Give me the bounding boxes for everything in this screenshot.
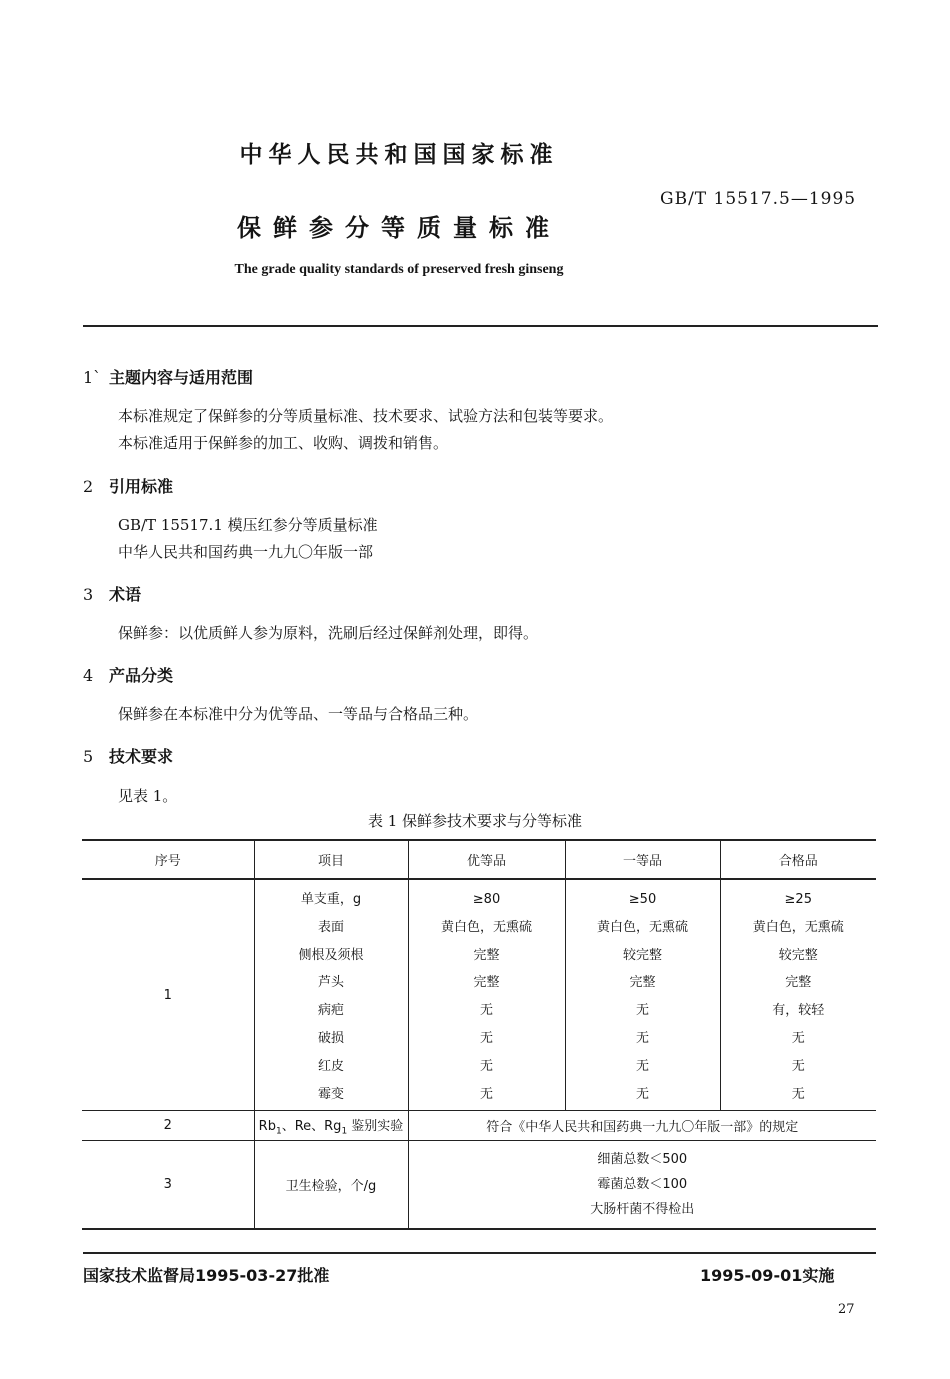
item-cell: 侧根及须根	[298, 947, 364, 963]
item-cell: 破损	[317, 1030, 344, 1046]
section-5-para-1: 见表 1。	[118, 787, 178, 805]
merged-value-cell: 符合《中华人民共和国药典一九九〇年版一部》的规定	[408, 1111, 876, 1141]
section-number: 2	[83, 477, 94, 496]
item-cell: 表面	[317, 919, 344, 935]
header-cell-first-grade: 一等品	[565, 840, 720, 879]
item-cell: 卫生检验，个/g	[254, 1141, 408, 1230]
value-cell: ≥50	[628, 892, 657, 907]
section-2-heading	[83, 474, 173, 497]
section-title: 技术要求	[109, 747, 174, 766]
page-number: 27	[838, 1302, 855, 1317]
grade-standard-table	[82, 839, 876, 1230]
document-title: 保鲜参分等质量标准	[237, 213, 561, 242]
value-cell: 较完整	[778, 947, 818, 963]
header-cell-item: 项目	[254, 840, 408, 879]
standard-code: GB/T 15517.5—1995	[660, 189, 857, 209]
section-title: 产品分类	[109, 666, 174, 685]
item-cell: 芦头	[317, 975, 344, 991]
footer-divider	[83, 1252, 876, 1254]
item-cell: 单支重，g	[300, 892, 362, 907]
value-cell: 无	[479, 1003, 493, 1019]
item-cell: 红皮	[317, 1058, 344, 1074]
value-cell: 无	[479, 1058, 493, 1074]
header-cell-premium: 优等品	[408, 840, 565, 879]
value-cell: 完整	[473, 947, 500, 963]
value-cell: 完整	[629, 975, 656, 991]
header-cell-qualified: 合格品	[720, 840, 876, 879]
value-cell: 完整	[473, 975, 500, 991]
value-cell: 黄白色，无熏硫	[440, 919, 532, 935]
value-cell: 无	[479, 1086, 493, 1102]
value-cell: 有，较轻	[772, 1003, 825, 1019]
item-cell: 病疤	[317, 1003, 344, 1019]
section-5-heading	[83, 744, 173, 767]
item-cell: 霉变	[317, 1086, 344, 1102]
table-header-row	[82, 840, 876, 879]
value-cell: 黄白色，无熏硫	[752, 919, 844, 935]
table-caption: 表 1 保鲜参技术要求与分等标准	[367, 812, 583, 830]
implementation-date: 1995-09-01实施	[700, 1266, 835, 1285]
table-row	[82, 1111, 876, 1141]
item-list	[254, 879, 408, 1111]
header-cell-number: 序号	[82, 840, 254, 879]
section-1-para-2: 本标准适用于保鲜参的加工、收购、调拨和销售。	[118, 434, 449, 452]
section-4-heading	[83, 663, 173, 686]
value-line: 细菌总数＜500	[597, 1152, 688, 1168]
value-cell: 无	[635, 1030, 649, 1046]
value-cell: 完整	[785, 975, 812, 991]
national-standard-heading: 中华人民共和国国家标准	[239, 141, 559, 168]
section-title: 主题内容与适用范围	[109, 368, 254, 387]
section-1-para-1: 本标准规定了保鲜参的分等质量标准、技术要求、试验方法和包装等要求。	[118, 407, 614, 425]
value-cell: 无	[791, 1086, 805, 1102]
section-number: 1`	[83, 368, 102, 387]
value-line: 大肠杆菌不得检出	[590, 1202, 695, 1218]
section-number: 5	[83, 747, 94, 766]
section-title: 术语	[109, 585, 142, 604]
qualified-values	[720, 879, 876, 1111]
value-line: 霉菌总数＜100	[597, 1177, 688, 1193]
row-number: 1	[82, 879, 254, 1111]
section-2-para-2: 中华人民共和国药典一九九〇年版一部	[118, 543, 374, 561]
section-4-para-1: 保鲜参在本标准中分为优等品、一等品与合格品三种。	[118, 705, 479, 723]
value-cell: 无	[791, 1030, 805, 1046]
table-row	[82, 879, 876, 1111]
first-grade-values	[565, 879, 720, 1111]
value-cell: 无	[479, 1030, 493, 1046]
section-3-para-1: 保鲜参：以优质鲜人参为原料，洗刷后经过保鲜剂处理，即得。	[118, 624, 539, 642]
value-cell: ≥25	[784, 892, 812, 907]
merged-value-cell	[408, 1141, 876, 1230]
value-cell: 黄白色，无熏硫	[596, 919, 688, 935]
item-cell: $Rb_1$、Re、$Rg_1$ 鉴别实验	[254, 1111, 408, 1141]
value-cell: ≥80	[472, 892, 501, 907]
approval-date: 国家技术监督局1995-03-27批准	[83, 1266, 330, 1285]
section-1-heading	[83, 365, 253, 388]
section-number: 4	[83, 666, 94, 685]
header-divider	[83, 325, 878, 327]
section-2-para-1: GB/T 15517.1 模压红参分等质量标准	[118, 516, 378, 534]
section-title: 引用标准	[109, 477, 174, 496]
value-cell: 无	[635, 1058, 649, 1074]
section-3-heading	[83, 582, 141, 605]
section-number: 3	[83, 585, 94, 604]
english-title: The grade quality standards of preserved fresh ginseng	[234, 262, 564, 277]
value-cell: 无	[635, 1003, 649, 1019]
value-cell: 无	[635, 1086, 649, 1102]
premium-values	[408, 879, 565, 1111]
row-number: 3	[82, 1141, 254, 1230]
row-number: 2	[82, 1111, 254, 1141]
value-cell: 较完整	[622, 947, 662, 963]
table-row	[82, 1141, 876, 1230]
value-cell: 无	[791, 1058, 805, 1074]
